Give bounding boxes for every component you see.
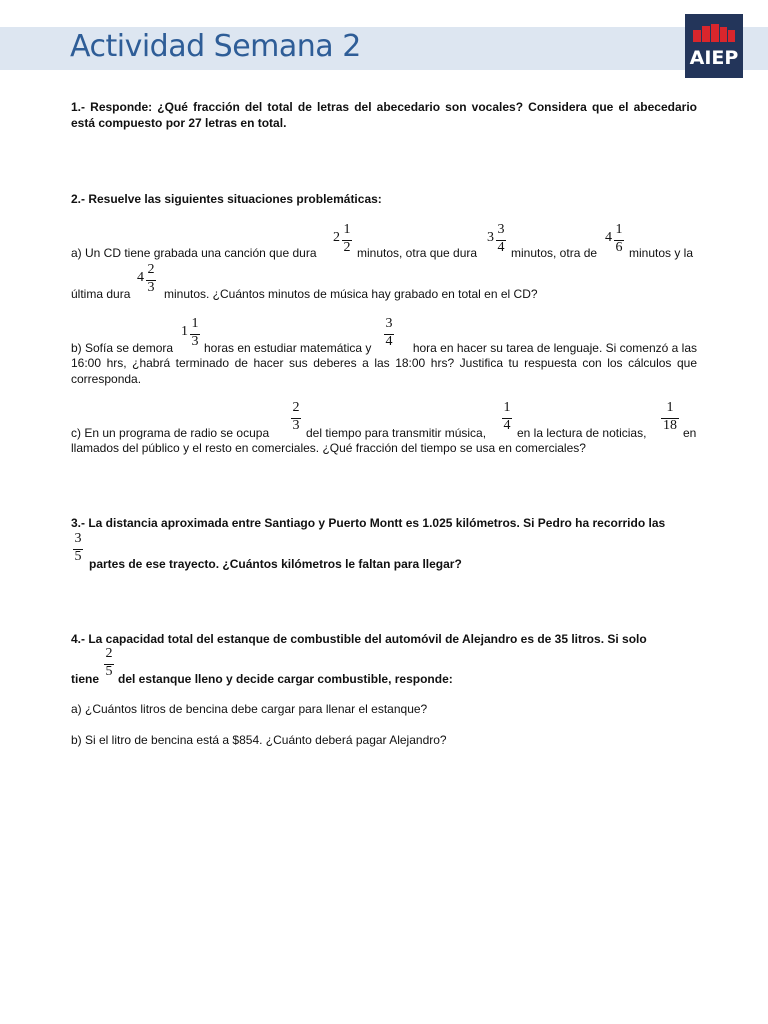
question-4-line-2a: tiene — [71, 672, 100, 686]
q2b-text-4: 16:00 hrs, ¿habrá terminado de hacer sus deberes a las 18:00 hrs? Justifica tu respuesta con los cálculos que corresponda. — [71, 356, 697, 386]
fraction-denominator: 6 — [615, 240, 623, 255]
q2a-text-4: minutos y la — [629, 246, 694, 260]
fraction-numerator: 1 — [666, 400, 674, 415]
fraction-whole: 4 — [137, 270, 144, 285]
q2a-text-6: minutos. ¿Cuántos minutos de música hay grabado en total en el CD? — [164, 287, 538, 301]
q2c-text-5: llamados del público y el resto en comerciales. ¿Qué fracción del tiempo se usa en comerciales? — [71, 441, 586, 455]
fraction-whole: 1 — [181, 324, 188, 339]
q2c-text-4: en — [683, 426, 697, 440]
aiep-logo — [685, 14, 743, 78]
q2c-text-2: del tiempo para transmitir música, — [306, 426, 487, 440]
fraction-numerator: 3 — [74, 531, 82, 546]
question-4-line-1: 4.- La capacidad total del estanque de combustible del automóvil de Alejandro es de 35 litros. Si solo — [71, 632, 647, 646]
fraction-denominator: 3 — [292, 418, 300, 433]
logo-text: AIEP — [689, 47, 739, 69]
fraction-numerator: 2 — [105, 646, 113, 661]
q2a-text-2: minutos, otra que dura — [357, 246, 478, 260]
question-4-a: a) ¿Cuántos litros de bencina debe cargar para llenar el estanque? — [71, 702, 428, 716]
question-4-line-2b: del estanque lleno y decide cargar combustible, responde: — [118, 672, 453, 686]
q2b-text-2: horas en estudiar matemática y — [204, 341, 372, 355]
question-1: 1.- Responde: ¿Qué fracción del total de letras del abecedario son vocales? Considera que el abecedario está compuesto por 27 letras en total. — [71, 100, 697, 130]
q2a-text-5: última dura — [71, 287, 131, 301]
question-3-line-1: 3.- La distancia aproximada entre Santiago y Puerto Montt es 1.025 kilómetros. Si Pedro ha recorrido las — [71, 516, 666, 530]
fraction-denominator: 2 — [343, 240, 351, 255]
fraction-numerator: 3 — [497, 222, 505, 237]
fraction-whole: 4 — [605, 230, 612, 245]
question-4-b: b) Si el litro de bencina está a $854. ¿Cuánto deberá pagar Alejandro? — [71, 733, 447, 747]
fraction-whole: 2 — [333, 230, 340, 245]
fraction-denominator: 4 — [385, 334, 393, 349]
fraction-numerator: 1 — [503, 400, 511, 415]
fraction-denominator: 18 — [663, 418, 677, 433]
fraction-denominator: 3 — [191, 334, 199, 349]
fraction-denominator: 5 — [105, 664, 113, 679]
q2c-text-1: c) En un programa de radio se ocupa — [71, 426, 270, 440]
fraction-denominator: 4 — [497, 240, 505, 255]
logo-towers-icon — [693, 24, 735, 42]
fraction-numerator: 1 — [191, 316, 199, 331]
fraction-numerator: 3 — [385, 316, 393, 331]
q2a-text-3: minutos, otra de — [511, 246, 598, 260]
fraction-whole: 3 — [487, 230, 494, 245]
fraction-denominator: 5 — [74, 549, 82, 564]
q2c-text-3: en la lectura de noticias, — [517, 426, 647, 440]
fraction-numerator: 2 — [147, 262, 155, 277]
fraction-denominator: 4 — [503, 418, 511, 433]
q2b-text-1: b) Sofía se demora — [71, 341, 174, 355]
question-3-line-2: partes de ese trayecto. ¿Cuántos kilómetros le faltan para llegar? — [89, 557, 462, 571]
page-title: Actividad Semana 2 — [70, 29, 361, 64]
q2a-text-1: a) Un CD tiene grabada una canción que dura — [71, 246, 317, 260]
fraction-numerator: 1 — [343, 222, 351, 237]
fraction-numerator: 2 — [292, 400, 300, 415]
fraction-numerator: 1 — [615, 222, 623, 237]
q2b-text-3: hora en hacer su tarea de lenguaje. Si comenzó a las — [412, 341, 697, 355]
fraction-denominator: 3 — [147, 280, 155, 295]
question-2-heading: 2.- Resuelve las siguientes situaciones problemáticas: — [71, 192, 382, 206]
